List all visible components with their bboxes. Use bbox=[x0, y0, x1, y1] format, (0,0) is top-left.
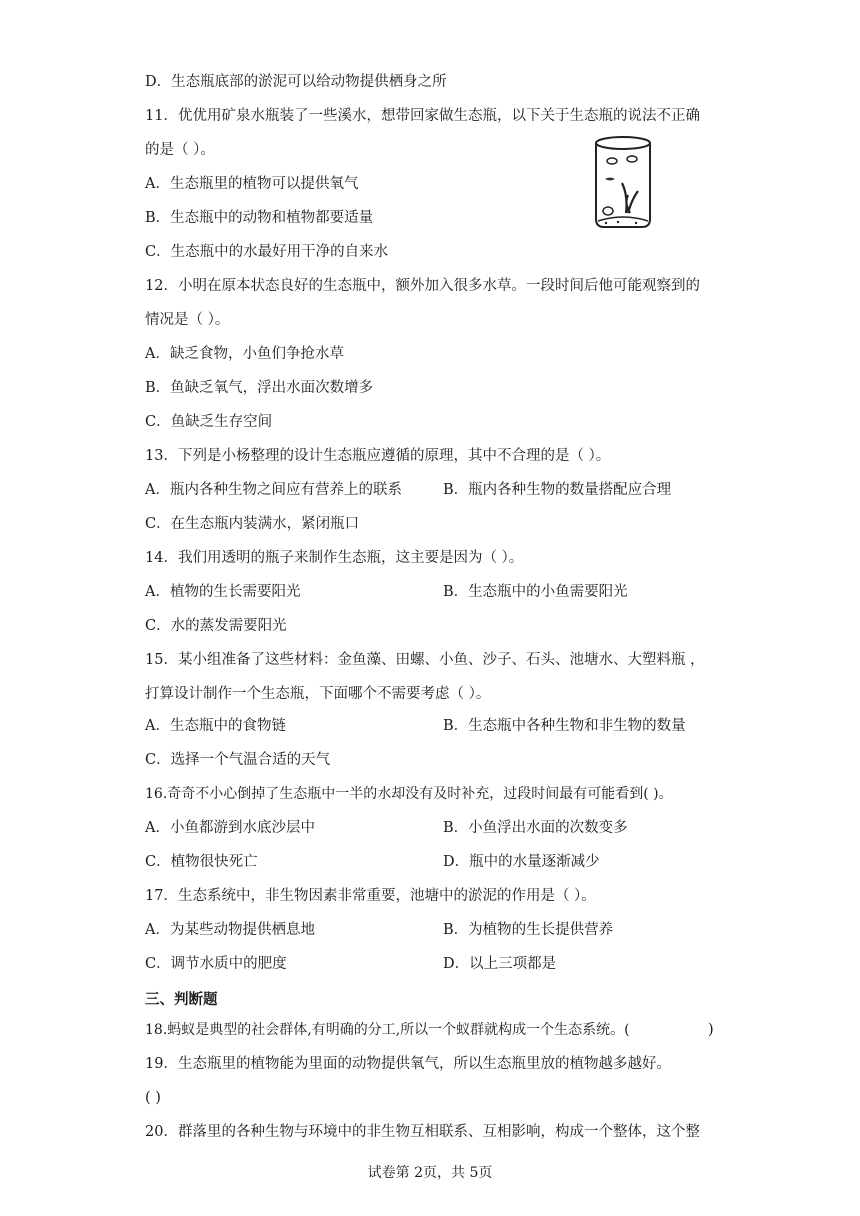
question-20-stem: 20．群落里的各种生物与环境中的非生物互相联系、互相影响，构成一个整体，这个整 bbox=[145, 1124, 700, 1140]
question-12-option-c: C．鱼缺乏生存空间 bbox=[145, 414, 273, 430]
question-14-option-a: A．植物的生长需要阳光 bbox=[145, 584, 301, 600]
question-13-option-c: C．在生态瓶内装满水，紧闭瓶口 bbox=[145, 516, 360, 532]
question-16-option-a: A．小鱼都游到水底沙层中 bbox=[145, 820, 315, 836]
section-heading-judgment: 三、判断题 bbox=[145, 992, 218, 1008]
question-17-option-b: B．为植物的生长提供营养 bbox=[443, 922, 614, 938]
ecological-bottle-illustration bbox=[588, 135, 658, 231]
question-11-option-a: A．生态瓶里的植物可以提供氧气 bbox=[145, 176, 359, 192]
question-18-bracket-close: ) bbox=[708, 1022, 714, 1038]
question-14-stem: 14．我们用透明的瓶子来制作生态瓶，这主要是因为（ ）。 bbox=[145, 550, 524, 566]
question-12-option-a: A．缺乏食物，小鱼们争抢水草 bbox=[145, 346, 344, 362]
question-13-option-b: B．瓶内各种生物的数量搭配应合理 bbox=[443, 482, 672, 498]
question-19-stem: 19．生态瓶里的植物能为里面的动物提供氧气，所以生态瓶里放的植物越多越好。 bbox=[145, 1056, 671, 1072]
question-12-stem-cont: 情况是（ ）。 bbox=[145, 312, 230, 328]
page-footer: 试卷第 2页，共 5页 bbox=[367, 1165, 493, 1181]
question-11-stem-cont: 的是（ ）。 bbox=[145, 142, 215, 158]
question-18-stem: 18.蚂蚁是典型的社会群体,有明确的分工,所以一个蚁群就构成一个生态系统。( bbox=[145, 1022, 630, 1038]
question-15-stem: 15．某小组准备了这些材料：金鱼藻、田螺、小鱼、沙子、石头、池塘水、大塑料瓶 ， bbox=[145, 652, 705, 668]
question-11-option-b: B．生态瓶中的动物和植物都要适量 bbox=[145, 210, 374, 226]
question-11-stem: 11．优优用矿泉水瓶装了一些溪水，想带回家做生态瓶，以下关于生态瓶的说法不正确 bbox=[145, 108, 700, 124]
question-15-option-b: B．生态瓶中各种生物和非生物的数量 bbox=[443, 718, 686, 734]
question-19-answer-bracket: ( ) bbox=[145, 1090, 161, 1106]
question-12-stem: 12．小明在原本状态良好的生态瓶中，额外加入很多水草。一段时间后他可能观察到的 bbox=[145, 278, 700, 294]
question-16-option-d: D．瓶中的水量逐渐减少 bbox=[443, 854, 600, 870]
question-15-option-a: A．生态瓶中的食物链 bbox=[145, 718, 286, 734]
question-17-option-d: D．以上三项都是 bbox=[443, 956, 557, 972]
question-17-option-c: C．调节水质中的肥度 bbox=[145, 956, 287, 972]
question-11-option-c: C．生态瓶中的水最好用干净的自来水 bbox=[145, 244, 389, 260]
question-17-stem: 17．生态系统中，非生物因素非常重要，池塘中的淤泥的作用是（ ）。 bbox=[145, 888, 596, 904]
question-14-option-b: B．生态瓶中的小鱼需要阳光 bbox=[443, 584, 628, 600]
question-16-option-c: C．植物很快死亡 bbox=[145, 854, 258, 870]
question-10-option-d: D．生态瓶底部的淤泥可以给动物提供栖身之所 bbox=[145, 74, 447, 90]
question-13-stem: 13．下列是小杨整理的设计生态瓶应遵循的原理，其中不合理的是（ ）。 bbox=[145, 448, 611, 464]
question-15-option-c: C．选择一个气温合适的天气 bbox=[145, 752, 331, 768]
question-16-option-b: B．小鱼浮出水面的次数变多 bbox=[443, 820, 628, 836]
question-13-option-a: A．瓶内各种生物之间应有营养上的联系 bbox=[145, 482, 402, 498]
question-15-stem-cont: 打算设计制作一个生态瓶，下面哪个不需要考虑（ ）。 bbox=[145, 686, 491, 702]
question-12-option-b: B．鱼缺乏氧气，浮出水面次数增多 bbox=[145, 380, 374, 396]
question-17-option-a: A．为某些动物提供栖息地 bbox=[145, 922, 315, 938]
question-14-option-c: C．水的蒸发需要阳光 bbox=[145, 618, 287, 634]
question-16-stem: 16.奇奇不小心倒掉了生态瓶中一半的水却没有及时补充，过段时间最有可能看到( )。 bbox=[145, 786, 673, 802]
